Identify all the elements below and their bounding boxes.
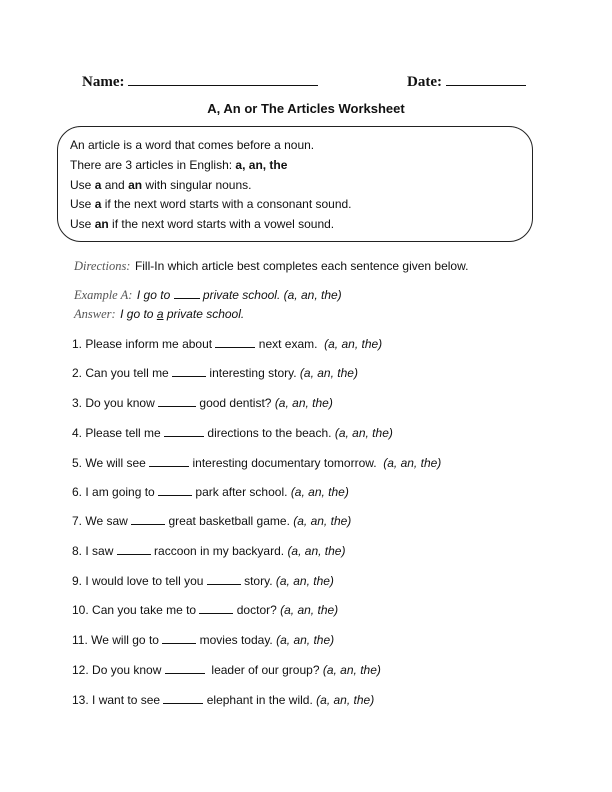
date-blank[interactable] <box>446 72 526 86</box>
answer-blank[interactable] <box>199 602 233 614</box>
question-9: 9. I would love to tell you story. (a, an, the) <box>72 574 334 588</box>
info-line-3: Use a and an with singular nouns. <box>70 178 252 192</box>
question-8: 8. I saw raccoon in my backyard. (a, an, the) <box>72 544 346 558</box>
name-blank[interactable] <box>128 72 318 86</box>
answer-blank[interactable] <box>172 365 206 377</box>
answer-blank[interactable] <box>164 425 204 437</box>
date-field[interactable] <box>407 72 526 91</box>
info-line-4: Use a if the next word starts with a consonant sound. <box>70 197 352 211</box>
answer-blank[interactable] <box>158 395 196 407</box>
question-7: 7. We saw great basketball game. (a, an, the) <box>72 514 352 528</box>
question-10: 10. Can you take me to doctor? (a, an, the) <box>72 603 339 617</box>
info-line-2: There are 3 articles in English: a, an, the <box>70 158 288 172</box>
info-line-5: Use an if the next word starts with a vowel sound. <box>70 217 335 231</box>
info-line-1: An article is a word that comes before a noun. <box>70 138 315 152</box>
question-1: 1. Please inform me about next exam. (a, an, the) <box>72 337 383 351</box>
name-field[interactable] <box>82 72 318 91</box>
question-4: 4. Please tell me directions to the beach. (a, an, the) <box>72 426 393 440</box>
question-5: 5. We will see interesting documentary tomorrow. (a, an, the) <box>72 456 442 470</box>
answer-blank[interactable] <box>158 484 192 496</box>
question-12: 12. Do you know leader of our group? (a, an, the) <box>72 663 381 677</box>
directions-label: Directions: <box>74 259 131 273</box>
answer-blank[interactable] <box>165 662 205 674</box>
answer-article: a <box>156 307 164 321</box>
name-label: Name: <box>82 74 125 90</box>
answer-blank[interactable] <box>149 455 189 467</box>
directions <box>74 257 468 275</box>
example-label: Example A: <box>74 288 133 302</box>
answer: Answer: I go to a private school. <box>74 307 245 321</box>
example: Example A: I go to private school. (a, an, the) <box>74 288 342 302</box>
question-2: 2. Can you tell me interesting story. (a, an, the) <box>72 366 358 380</box>
answer-blank[interactable] <box>117 543 151 555</box>
example-blank <box>174 287 200 299</box>
date-label: Date: <box>407 74 442 90</box>
answer-blank[interactable] <box>215 336 255 348</box>
worksheet-title: A, An or The Articles Worksheet <box>207 101 405 116</box>
question-11: 11. We will go to movies today. (a, an, the) <box>72 633 335 647</box>
answer-blank[interactable] <box>163 692 203 704</box>
answer-blank[interactable] <box>131 513 165 525</box>
directions-text: Fill-In which article best completes each sentence given below. <box>134 259 469 273</box>
answer-label: Answer: <box>74 307 116 321</box>
question-13: 13. I want to see elephant in the wild. (a, an, the) <box>72 693 375 707</box>
question-6: 6. I am going to park after school. (a, an, the) <box>72 485 349 499</box>
answer-blank[interactable] <box>162 632 196 644</box>
question-3: 3. Do you know good dentist? (a, an, the) <box>72 396 333 410</box>
answer-blank[interactable] <box>207 573 241 585</box>
